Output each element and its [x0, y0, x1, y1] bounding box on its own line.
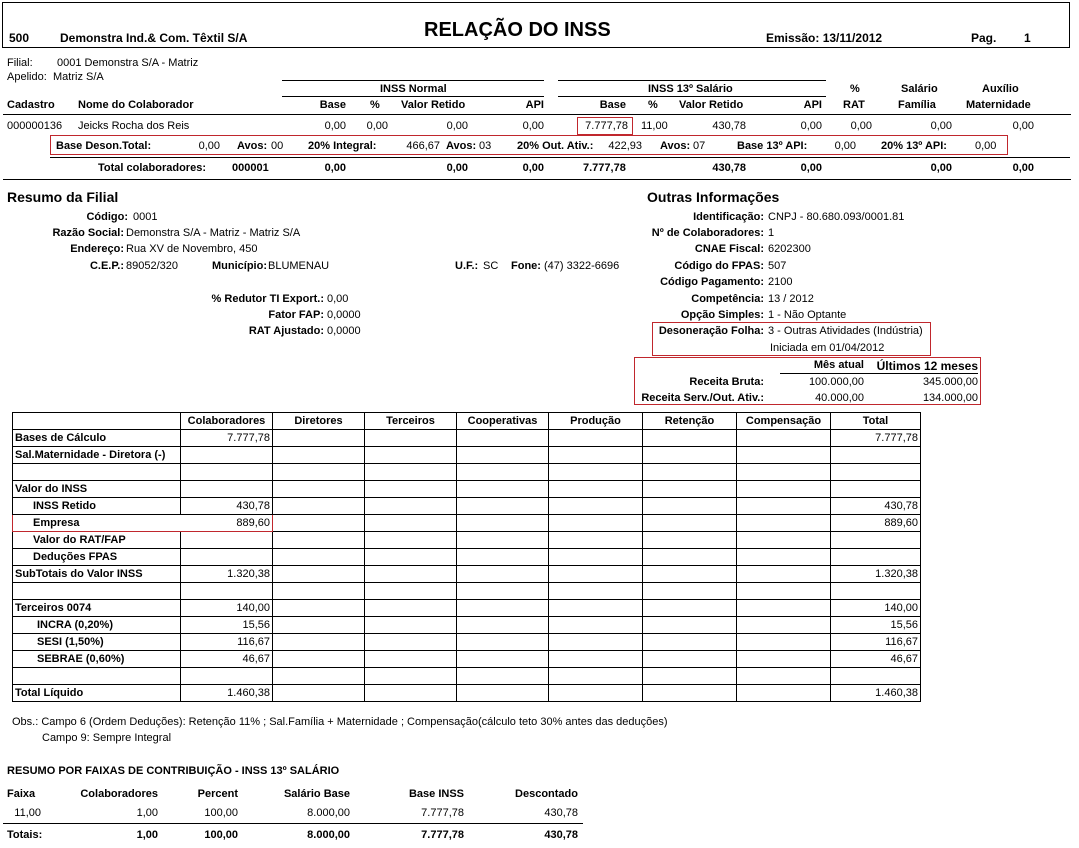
cell-colaboradores: 140,00	[181, 600, 273, 617]
outras-title: Outras Informações	[647, 189, 780, 205]
cell-total	[831, 668, 921, 685]
th-cooperativas: Cooperativas	[457, 413, 549, 430]
col-rat: RAT	[843, 99, 865, 111]
group-inss-normal: INSS Normal	[380, 83, 447, 95]
resumo-fone-label: Fone:	[511, 260, 541, 272]
report-title: RELAÇÃO DO INSS	[424, 19, 611, 41]
cell-colaboradores: 889,60	[181, 515, 273, 532]
total-colab-label: Total colaboradores:	[98, 162, 206, 174]
col-rat-pct: %	[850, 83, 860, 95]
outras-ultimos: Últimos 12 meses	[876, 359, 978, 373]
outras-deson-label: Desoneração Folha:	[658, 325, 764, 337]
faixas-total-colaboradores: 1,00	[136, 829, 158, 841]
inss-summary-table	[12, 412, 921, 702]
cell-colaboradores: 15,56	[181, 617, 273, 634]
cell-colaboradores	[181, 464, 273, 481]
row-label: INCRA (0,20%)	[13, 617, 181, 634]
outras-ident-value: CNPJ - 80.680.093/0001.81	[768, 211, 905, 223]
table-row	[13, 566, 921, 583]
cell-total: 15,56	[831, 617, 921, 634]
cell-colaboradores: 7.777,78	[181, 430, 273, 447]
deson-p13-label: 20% 13º API:	[881, 140, 947, 152]
emp-valor-retido: 0,00	[446, 120, 468, 132]
table-row	[13, 668, 921, 685]
page-label: Pag.	[971, 31, 997, 45]
faixas-base-inss: 7.777,78	[421, 807, 464, 819]
emp-rat: 0,00	[850, 120, 872, 132]
cell-colaboradores: 1.460,38	[181, 685, 273, 702]
table-row	[13, 498, 921, 515]
faixas-total-salario-base: 8.000,00	[307, 829, 350, 841]
emp-api: 0,00	[522, 120, 544, 132]
table-row	[13, 447, 921, 464]
deson-base-value: 0,00	[198, 140, 220, 152]
resumo-municipio-label: Município:	[212, 260, 267, 272]
row-label: Bases de Cálculo	[13, 430, 181, 447]
col-cadastro: Cadastro	[7, 99, 55, 111]
cell-colaboradores	[181, 583, 273, 600]
row-label	[13, 464, 181, 481]
col-pct-13: %	[648, 99, 658, 111]
table-row	[13, 464, 921, 481]
cell-total: 889,60	[831, 515, 921, 532]
table-corner	[13, 413, 181, 430]
cell-colaboradores	[181, 481, 273, 498]
outras-fpas-value: 507	[768, 260, 787, 272]
table-row	[13, 549, 921, 566]
emp-valor-retido-13: 430,78	[712, 120, 746, 132]
outras-mes-atual: Mês atual	[813, 359, 864, 371]
table-row	[13, 617, 921, 634]
resumo-razao-label: Razão Social:	[52, 227, 124, 239]
resumo-fone-value: (47) 3322-6696	[544, 260, 620, 272]
col-api: API	[525, 99, 544, 111]
row-label: Terceiros 0074	[13, 600, 181, 617]
resumo-endereco-value: Rua XV de Novembro, 450	[126, 243, 258, 255]
page-number: 1	[1024, 31, 1031, 45]
cell-colaboradores: 116,67	[181, 634, 273, 651]
table-header-row	[13, 413, 921, 430]
faixas-title: RESUMO POR FAIXAS DE CONTRIBUIÇÃO - INSS 13º SALÁRIO	[7, 765, 340, 777]
deson-avos3-value: 07	[693, 140, 706, 152]
total-api-13: 0,00	[800, 162, 822, 174]
cell-total: 1.460,38	[831, 685, 921, 702]
emp-base-13: 7.777,78	[585, 120, 628, 132]
table-row	[13, 583, 921, 600]
filial-label: Filial:	[7, 57, 33, 69]
emp-maternidade: 0,00	[1012, 120, 1034, 132]
faixas-total-base-inss: 7.777,78	[421, 829, 464, 841]
filial-value: 0001 Demonstra S/A - Matriz	[57, 57, 199, 69]
cell-total: 46,67	[831, 651, 921, 668]
deson-p13-value: 0,00	[975, 140, 997, 152]
table-row	[13, 532, 921, 549]
faixas-h-percent: Percent	[197, 788, 238, 800]
resumo-codigo-value: 0001	[133, 211, 158, 223]
outras-comp-value: 13 / 2012	[768, 293, 814, 305]
emp-pct-13: 11,00	[641, 120, 668, 132]
faixas-h-base-inss: Base INSS	[408, 788, 464, 800]
resumo-endereco-label: Endereço:	[70, 243, 124, 255]
resumo-codigo-label: Código:	[86, 211, 128, 223]
faixas-salario-base: 8.000,00	[307, 807, 350, 819]
resumo-municipio-value: BLUMENAU	[268, 260, 330, 272]
faixas-percent: 100,00	[204, 807, 238, 819]
resumo-fap-value: 0,0000	[327, 309, 361, 321]
row-label: SESI (1,50%)	[13, 634, 181, 651]
table-row	[13, 634, 921, 651]
outras-fpas-label: Código do FPAS:	[674, 260, 764, 272]
emp-familia: 0,00	[930, 120, 952, 132]
group-inss-13: INSS 13º Salário	[648, 83, 733, 95]
company-name: Demonstra Ind.& Com. Têxtil S/A	[60, 31, 248, 45]
deson-out-value: 422,93	[608, 140, 642, 152]
cell-colaboradores: 46,67	[181, 651, 273, 668]
cell-total: 430,78	[831, 498, 921, 515]
total-base: 0,00	[324, 162, 346, 174]
outras-cnae-value: 6202300	[768, 243, 811, 255]
resumo-cep-label: C.E.P.:	[89, 260, 124, 272]
resumo-rat-label: RAT Ajustado:	[248, 325, 324, 337]
row-label: Valor do RAT/FAP	[13, 532, 181, 549]
col-nome: Nome do Colaborador	[78, 99, 194, 111]
col-pct: %	[370, 99, 380, 111]
resumo-cep-value: 89052/320	[126, 260, 178, 272]
col-base: Base	[319, 99, 346, 111]
faixas-totais-label: Totais:	[7, 829, 43, 841]
cell-colaboradores	[181, 549, 273, 566]
obs-line-2: Campo 9: Sempre Integral	[42, 732, 172, 744]
faixas-faixa: 11,00	[14, 807, 41, 819]
table-row	[13, 481, 921, 498]
faixas-total-percent: 100,00	[204, 829, 238, 841]
cell-total	[831, 583, 921, 600]
total-maternidade: 0,00	[1012, 162, 1034, 174]
deson-avos1-label: Avos:	[237, 140, 268, 152]
faixas-h-colaboradores: Colaboradores	[80, 788, 158, 800]
outras-comp-label: Competência:	[691, 293, 764, 305]
th-producao: Produção	[549, 413, 643, 430]
cell-total	[831, 549, 921, 566]
outras-simples-label: Opção Simples:	[680, 309, 764, 321]
outras-receita-serv-12: 134.000,00	[922, 392, 978, 404]
resumo-razao-value: Demonstra S/A - Matriz - Matriz S/A	[126, 227, 301, 239]
th-total: Total	[831, 413, 921, 430]
company-code: 500	[9, 31, 30, 45]
cell-total: 116,67	[831, 634, 921, 651]
cell-colaboradores: 1.320,38	[181, 566, 273, 583]
cell-total	[831, 532, 921, 549]
resumo-uf-label: U.F.:	[455, 260, 479, 272]
deson-avos2-label: Avos:	[446, 140, 477, 152]
table-row	[13, 685, 921, 702]
deson-integral-value: 466,67	[406, 140, 440, 152]
emp-api-13: 0,00	[800, 120, 822, 132]
col-api-13: API	[803, 99, 822, 111]
col-valor-retido-13: Valor Retido	[679, 99, 744, 111]
deson-base13-value: 0,00	[834, 140, 856, 152]
th-retencao: Retenção	[643, 413, 737, 430]
table-row	[13, 600, 921, 617]
cell-total: 140,00	[831, 600, 921, 617]
outras-pag-label: Código Pagamento:	[660, 276, 764, 288]
outras-receita-serv-label: Receita Serv./Out. Ativ.:	[641, 392, 764, 404]
cell-total	[831, 464, 921, 481]
row-label: Sal.Maternidade - Diretora (-)	[13, 447, 181, 464]
outras-pag-value: 2100	[768, 276, 793, 288]
table-row	[13, 430, 921, 447]
apelido-value: Matriz S/A	[53, 71, 104, 83]
emp-pct: 0,00	[366, 120, 388, 132]
row-label: INSS Retido	[13, 498, 181, 515]
row-label: Empresa	[13, 515, 181, 532]
resumo-redutor-label: % Redutor TI Export.:	[211, 293, 324, 305]
row-label: Deduções FPAS	[13, 549, 181, 566]
deson-integral-label: 20% Integral:	[308, 140, 377, 152]
cell-total: 7.777,78	[831, 430, 921, 447]
deson-avos3-label: Avos:	[660, 140, 691, 152]
outras-receita-bruta-12: 345.000,00	[922, 376, 978, 388]
total-valor-retido: 0,00	[446, 162, 468, 174]
deson-out-label: 20% Out. Ativ.:	[517, 140, 594, 152]
th-compensacao: Compensação	[737, 413, 831, 430]
row-label	[13, 668, 181, 685]
deson-avos2-value: 03	[479, 140, 492, 152]
resumo-uf-value: SC	[483, 260, 499, 272]
col-auxilio: Auxílio	[982, 83, 1019, 95]
emission-date: Emissão: 13/11/2012	[766, 31, 883, 45]
faixas-colaboradores: 1,00	[136, 807, 158, 819]
deson-avos1-value: 00	[271, 140, 284, 152]
cell-colaboradores	[181, 668, 273, 685]
faixas-total-descontado: 430,78	[544, 829, 578, 841]
row-label: Total Líquido	[13, 685, 181, 702]
cell-total	[831, 481, 921, 498]
cell-colaboradores	[181, 447, 273, 464]
outras-cnae-label: CNAE Fiscal:	[694, 243, 764, 255]
deson-base-label: Base Deson.Total:	[56, 140, 152, 152]
col-base-13: Base	[599, 99, 626, 111]
resumo-redutor-value: 0,00	[327, 293, 349, 305]
th-terceiros: Terceiros	[365, 413, 457, 430]
resumo-title: Resumo da Filial	[7, 189, 119, 205]
obs-line-1: Obs.: Campo 6 (Ordem Deduções): Retenção 11% ; Sal.Família + Maternidade ; Compensação(cálculo teto 30% antes das deduções)	[12, 716, 668, 728]
outras-iniciada: Iniciada em 01/04/2012	[770, 342, 885, 354]
apelido-label: Apelido:	[7, 71, 47, 83]
deson-base13-label: Base 13º API:	[737, 140, 808, 152]
col-valor-retido: Valor Retido	[401, 99, 466, 111]
col-familia: Família	[898, 99, 936, 111]
th-colaboradores: Colaboradores	[181, 413, 273, 430]
outras-simples-value: 1 - Não Optante	[768, 309, 847, 321]
cell-total	[831, 447, 921, 464]
emp-cadastro: 000000136	[7, 120, 63, 132]
resumo-fap-label: Fator FAP:	[268, 309, 324, 321]
faixas-descontado: 430,78	[544, 807, 578, 819]
faixas-h-descontado: Descontado	[515, 788, 578, 800]
row-label: SEBRAE (0,60%)	[13, 651, 181, 668]
total-valor-retido-13: 430,78	[712, 162, 746, 174]
col-maternidade: Maternidade	[966, 99, 1031, 111]
emp-nome: Jeicks Rocha dos Reis	[78, 120, 190, 132]
cell-colaboradores	[181, 532, 273, 549]
outras-deson-value: 3 - Outras Atividades (Indústria)	[768, 325, 923, 337]
outras-ncol-label: Nº de Colaboradores:	[651, 227, 764, 239]
faixas-h-salario-base: Salário Base	[283, 788, 350, 800]
faixas-h-faixa: Faixa	[7, 788, 36, 800]
outras-receita-bruta-mes: 100.000,00	[808, 376, 864, 388]
outras-ncol-value: 1	[768, 227, 775, 239]
table-row	[13, 515, 921, 532]
total-familia: 0,00	[930, 162, 952, 174]
emp-base: 0,00	[324, 120, 346, 132]
resumo-rat-value: 0,0000	[327, 325, 361, 337]
total-api: 0,00	[522, 162, 544, 174]
outras-ident-label: Identificação:	[693, 211, 764, 223]
col-salario: Salário	[901, 83, 938, 95]
table-row	[13, 651, 921, 668]
cell-colaboradores: 430,78	[181, 498, 273, 515]
cell-total: 1.320,38	[831, 566, 921, 583]
outras-receita-serv-mes: 40.000,00	[815, 392, 864, 404]
total-base-13: 7.777,78	[583, 162, 626, 174]
row-label: SubTotais do Valor INSS	[13, 566, 181, 583]
total-colab-count: 000001	[232, 162, 269, 174]
row-label: Valor do INSS	[13, 481, 181, 498]
outras-receita-bruta-label: Receita Bruta:	[689, 376, 764, 388]
th-diretores: Diretores	[273, 413, 365, 430]
row-label	[13, 583, 181, 600]
